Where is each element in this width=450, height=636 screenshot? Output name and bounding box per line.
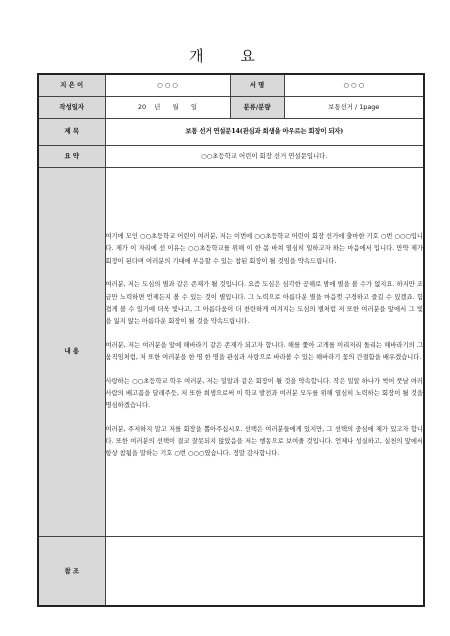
summary-row xyxy=(38,145,424,167)
date-value: 20 년 월 일 xyxy=(105,96,230,118)
subject-row xyxy=(38,118,424,145)
signature-label: 서 명 xyxy=(230,74,284,96)
page-title: 개 요 xyxy=(189,47,271,65)
reference-value xyxy=(105,536,424,606)
content-label: 내 용 xyxy=(38,167,105,536)
subject-label: 제 목 xyxy=(38,118,105,145)
subject-value: 보통 선거 연설문14(관심과 희생을 아우르는 회장이 되자) xyxy=(105,118,424,145)
date-label: 작성일자 xyxy=(38,96,105,118)
content-paragraph-4: 사랑하는 ○○초등학교 학우 여러분, 저는 밀알과 같은 회장이 될 것을 약속합니다. 작은 밀알 하나가 썩어 풋날 여러 사람의 배고픔을 달래주듯, 저 또한 희생으로써 이 학교 발전과 여러분 모두를 위해 열심히 노력하는 회장이 될 것을 명심하겠습니다. xyxy=(105,377,423,409)
content-paragraph-2: 여러분, 저는 도심의 별과 같은 존재가 될 것입니다. 요즘 도심은 심각한 공해로 밤에 별을 볼 수가 없지요. 하지만 조금만 노력하면 언제든지 볼 수 있는 것이 별입니다. 그 노력으로 아름다운 별을 마음껏 구경하고 즐길 수 있겠죠. 힘겹게 볼 수 있기에 더욱 빛나고, 그 아름다움이 더 찬란하게 여겨지는 도심의 별처럼 저 또한 여러분을 앞에서 그 빛을 잃지 않는 아름다운 회장이 될 것을 약속드립니다. xyxy=(105,281,423,325)
category-value: 보통선거 / 1page xyxy=(284,96,424,118)
author-value: ○ ○ ○ xyxy=(105,74,230,96)
summary-form-table xyxy=(37,73,425,607)
reference-label: 참 조 xyxy=(38,536,105,606)
author-row xyxy=(38,74,424,96)
author-label: 지 은 이 xyxy=(38,74,105,96)
signature-value: ○ ○ ○ xyxy=(284,74,424,96)
content-paragraph-5: 여러분, 주저하지 말고 저를 회장을 뽑아주십시오. 선택은 여러분들에게 있지만, 그 선택의 중심에 제가 있고자 합니다. 또한 여러분의 선택이 결코 잘못되지 않았음을 저는 행동으로 보여줄 것입니다. 언제나 성실하고, 실천의 앞에서 항상 참됨을 말하는 기호 ○번 ○○○였습니다. 정말 감사합니다. xyxy=(105,425,423,458)
summary-label: 요 약 xyxy=(38,145,105,167)
date-row xyxy=(38,96,424,118)
reference-row xyxy=(38,536,424,606)
category-label: 분류/분량 xyxy=(230,96,284,118)
content-body xyxy=(105,167,424,536)
content-row xyxy=(38,167,424,536)
content-paragraph-1: 여기에 모인 ○○초등학교 어린이 여러분, 저는 이번에 ○○초등학교 어린이 회장 선거에 출마한 기호 ○번 ○○○입니다. 제가 이 자리에 선 이유는 ○○초등학교를 위해 이 한 몸 바쳐 열심히 일하고자 하는 마음에서 입니다. 만약 제가 회장이 된다며 여러분의 기대에 부응할 수 있는 참된 회장이 될 것임을 약속드립니다. xyxy=(105,233,423,265)
summary-value: ○○초등학교 어린이 회장 선거 연설문입니다. xyxy=(105,145,424,167)
content-paragraph-3: 여러분, 저는 여러분을 앞에 해바라기 같은 존재가 되고자 합니다. 해를 쫓아 고개를 이리저리 돌리는 해바라기의 그 움직임처럼, 저 또한 여러분을 한 명 한 명을 관심과 사랑으로 바라볼 수 있는 해바라기 꽃의 간절함을 배우겠습니다. xyxy=(105,341,423,361)
